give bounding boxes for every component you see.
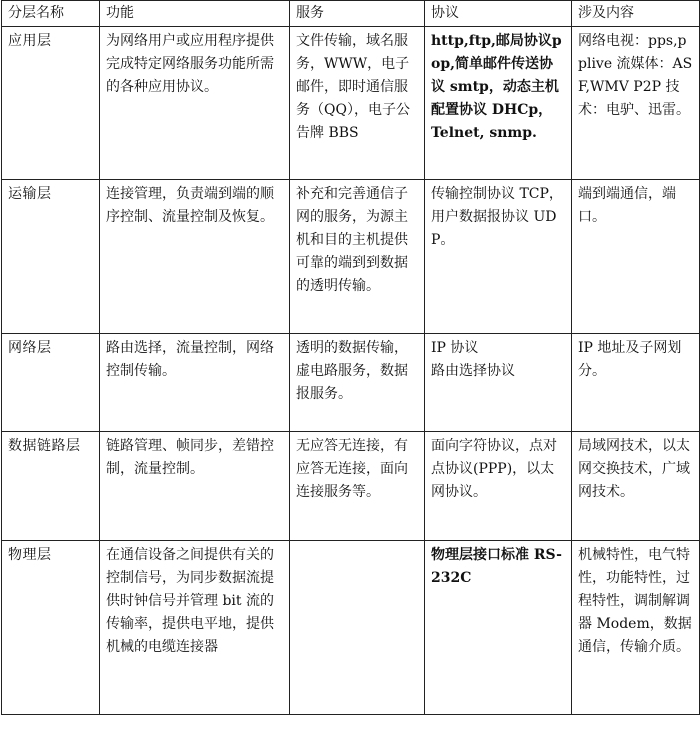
- layer-name-cell: 网络层: [2, 334, 100, 432]
- service-cell: 无应答无连接，有应答无连接，面向连接服务等。: [290, 432, 425, 541]
- function-cell: 为网络用户或应用程序提供完成特定网络服务功能所需的各种应用协议。: [100, 27, 290, 180]
- header-layer-name: 分层名称: [2, 1, 100, 27]
- header-service: 服务: [290, 1, 425, 27]
- service-cell: 补充和完善通信子网的服务，为源主机和目的主机提供可靠的端到到数据的透明传输。: [290, 180, 425, 334]
- content-cell: 机械特性，电气特性，功能特性，过程特性，调制解调器 Modem，数据通信，传输介质。: [572, 541, 700, 715]
- layer-name-cell: 物理层: [2, 541, 100, 715]
- table-row: [2, 432, 700, 541]
- protocol-cell: 物理层接口标准 RS-232C: [425, 541, 572, 715]
- table-body: [2, 27, 700, 715]
- table-row: [2, 27, 700, 180]
- service-cell: 文件传输，域名服务，WWW，电子邮件，即时通信服务（QQ），电子公告牌 BBS: [290, 27, 425, 180]
- header-row: [2, 1, 700, 27]
- service-cell: 透明的数据传输，虚电路服务，数据报服务。: [290, 334, 425, 432]
- function-cell: 连接管理，负责端到端的顺序控制、流量控制及恢复。: [100, 180, 290, 334]
- protocol-cell: 面向字符协议，点对点协议(PPP)，以太网协议。: [425, 432, 572, 541]
- layer-name-cell: 数据链路层: [2, 432, 100, 541]
- table-row: [2, 541, 700, 715]
- header-protocol: 协议: [425, 1, 572, 27]
- header-content: 涉及内容: [572, 1, 700, 27]
- protocol-cell: IP 协议 路由选择协议: [425, 334, 572, 432]
- layer-name-cell: 运输层: [2, 180, 100, 334]
- content-cell: 网络电视：pps,pplive 流媒体：ASF,WMV P2P 技术：电驴、迅雷。: [572, 27, 700, 180]
- protocol-cell: http,ftp,邮局协议pop,简单邮件传送协议 smtp，动态主机配置协议 DHCp， Telnet, snmp.: [425, 27, 572, 180]
- osi-layer-table: [1, 0, 700, 715]
- content-cell: 局域网技术，以太网交换技术，广域网技术。: [572, 432, 700, 541]
- table-header: [2, 1, 700, 27]
- function-cell: 在通信设备之间提供有关的控制信号，为同步数据流提供时钟信号并管理 bit 流的传输率，提供电平地，提供机械的电缆连接器: [100, 541, 290, 715]
- protocol-cell: 传输控制协议 TCP，用户数据报协议 UDP。: [425, 180, 572, 334]
- content-cell: IP 地址及子网划分。: [572, 334, 700, 432]
- service-cell: [290, 541, 425, 715]
- header-function: 功能: [100, 1, 290, 27]
- layer-name-cell: 应用层: [2, 27, 100, 180]
- function-cell: 路由选择，流量控制，网络控制传输。: [100, 334, 290, 432]
- table-row: [2, 180, 700, 334]
- function-cell: 链路管理、帧同步，差错控制，流量控制。: [100, 432, 290, 541]
- table-row: [2, 334, 700, 432]
- content-cell: 端到端通信，端口。: [572, 180, 700, 334]
